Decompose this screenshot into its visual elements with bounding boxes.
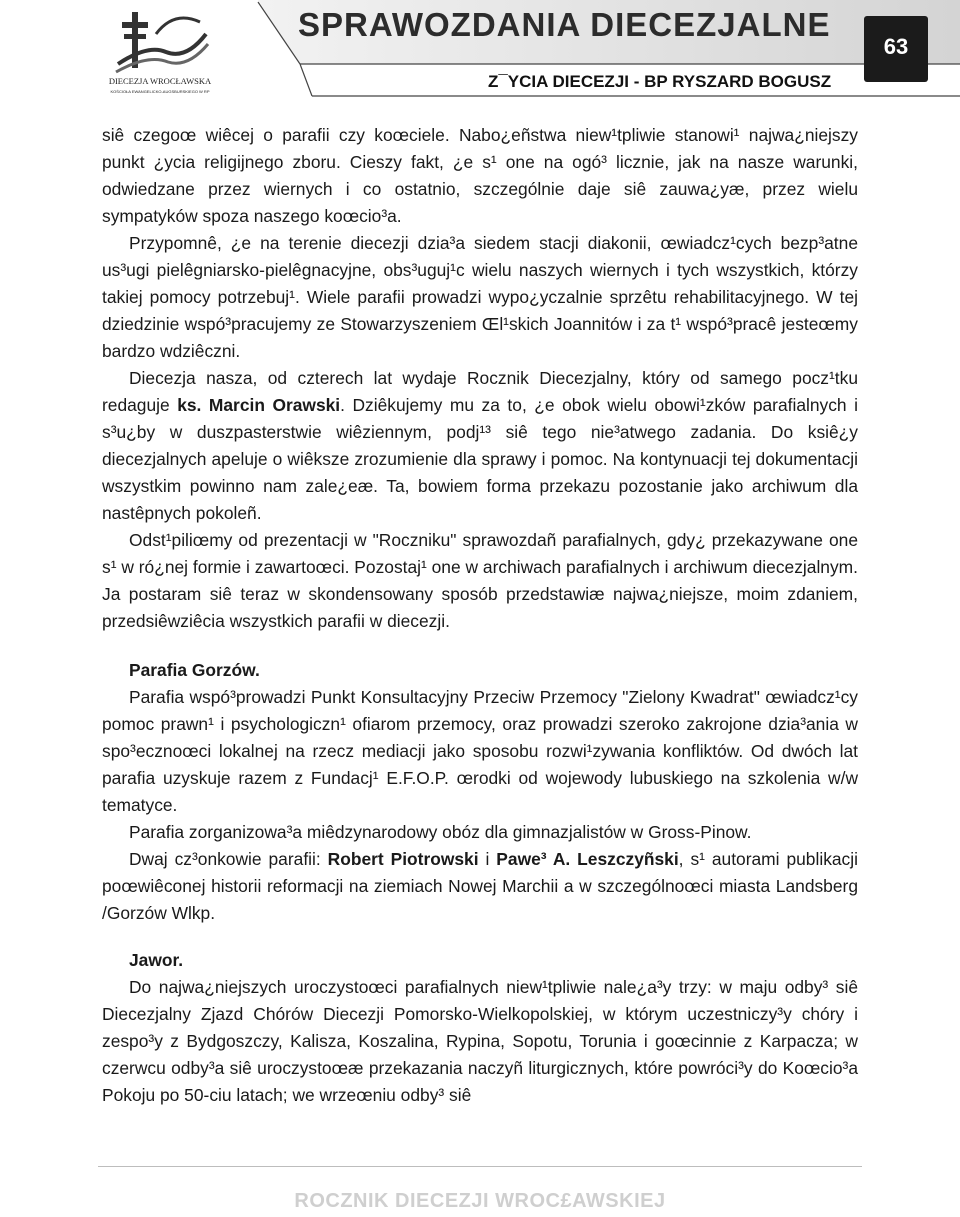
text-run: . Dziêkujemy mu za to, ¿e obok wielu obowi¹zków parafialnych i s³u¿by w duszpasterstwie wiêziennym, podj¹³ siê tego nie³atwego zadania. Do ksiê¿y diecezjalnych apeluje o wiêksze zrozumienie dla sprawy i pomoc. Na kontynuacji tej dokumentacji wszystkim powinno nam zale¿eæ. Ta, bowiem forma przekazu pozostanie jako archiwum dla nastêpnych pokoleñ.	[102, 395, 858, 523]
section-heading-gorzow: Parafia Gorzów.	[129, 660, 260, 680]
paragraph-p1	[102, 122, 858, 230]
bold-name: Robert Piotrowski	[327, 849, 479, 869]
paragraph-g1	[102, 684, 858, 819]
section-heading-jawor: Jawor.	[129, 950, 184, 970]
running-footer: ROCZNIK DIECEZJI WROC£AWSKIEJ	[294, 1190, 666, 1212]
logo-text-line2: KOŚCIOŁA EWANGELICKO-AUGSBURSKIEGO W RP	[110, 89, 210, 94]
page-number: 63	[883, 34, 909, 59]
logo-graphic	[108, 4, 212, 100]
paragraph-g2	[102, 819, 858, 846]
paragraph-p4	[102, 527, 858, 635]
section-jawor-paragraphs	[102, 974, 858, 1109]
footer-rule	[98, 1166, 862, 1167]
text-run: siê czegoœ wiêcej o parafii czy koœciele. Nabo¿eñstwa niew¹tpliwie stanowi¹ najwa¿niejszy punkt ¿ycia religijnego zboru. Cieszy fakt, ¿e s¹ one na ogó³ licznie, jak na nasze warunki, odwiedzane przez wiernych i co ostatnio, szczególnie daje siê zauwa¿yæ, przez wielu sympatyków spoza naszego koœcio³a.	[102, 125, 858, 226]
spacer	[102, 635, 858, 657]
intro-paragraphs	[102, 122, 858, 635]
paragraph-p2	[102, 230, 858, 365]
text-run: Odst¹piliœmy od prezentacji w "Roczniku" sprawozdañ parafialnych, gdy¿ przekazywane one s¹ w ró¿nej formie i zawartoœci. Pozostaj¹ one w archiwach parafialnych i archiwum diecezjalnym. Ja postaram siê teraz w skondensowany sposób przedstawiæ najwa¿niejsze, moim zdaniem, przedsiêwziêcia wszystkich parafii w diecezji.	[102, 530, 858, 631]
paragraph-j1	[102, 974, 858, 1109]
text-run: Dwaj cz³onkowie parafii:	[129, 849, 328, 869]
text-run: Parafia zorganizowa³a miêdzynarodowy obóz dla gimnazjalistów w Gross-Pinow.	[129, 822, 752, 842]
running-subtitle: Z¯YCIA DIECEZJI - BP RYSZARD BOGUSZ	[488, 72, 832, 91]
running-title: SPRAWOZDANIA DIECEZJALNE	[298, 6, 831, 43]
paragraph-g3	[102, 846, 858, 927]
section-gorzow-paragraphs	[102, 684, 858, 927]
text-run: Parafia wspó³prowadzi Punkt Konsultacyjny Przeciw Przemocy "Zielony Kwadrat" œwiadcz¹cy pomoc prawn¹ i psychologiczn¹ ofiarom przemocy, oraz prowadzi szeroko zakrojone dzia³ania w spo³ecznoœci lokalnej na rzecz mediacji jako sposobu rozwi¹zywania konfliktów. Od dwóch lat parafia uzyskuje razem z Fundacj¹ E.F.O.P. œrodki od wojewody lubuskiego na szkolenia w/w tematyce.	[102, 687, 858, 815]
text-run: , s¹ autorami publikacji poœwiêconej historii reformacji na ziemiach Nowej Marchii a w szczególnoœci miasta Landsberg /Gorzów Wlkp.	[102, 849, 858, 923]
article-body	[102, 122, 858, 1109]
bold-name: Pawe³ A. Leszczyñski	[496, 849, 679, 869]
paragraph-p3	[102, 365, 858, 527]
diocese-logo	[108, 4, 212, 100]
logo-text-line1: DIECEZJA WROCŁAWSKA	[108, 76, 212, 86]
text-run: Przypomnê, ¿e na terenie diecezji dzia³a siedem stacji diakonii, œwiadcz¹cych bezp³atne us³ugi pielêgniarsko-pielêgnacyjne, obs³uguj¹c wielu naszych wiernych i tych wszystkich, którzy takiej pomocy potrzebuj¹. Wiele parafii prowadzi wypo¿yczalnie sprzêtu rehabilitacyjnego. W tej dziedzinie wspó³pracujemy ze Stowarzyszeniem Œl¹skich Joannitów i za t¹ wspó³pracê jesteœmy bardzo wdziêczni.	[102, 233, 858, 361]
text-run: i	[478, 849, 497, 869]
text-run: Diecezja nasza, od czterech lat wydaje Rocznik Diecezjalny, który od samego pocz¹tku redaguje	[102, 368, 858, 415]
spacer	[102, 927, 858, 947]
text-run: Do najwa¿niejszych uroczystoœci parafialnych niew¹tpliwie nale¿a³y trzy: w maju odby³ siê Diecezjalny Zjazd Chórów Diecezji Pomorsko-Wielkopolskiej, w którym uczestniczy³y chóry i zespo³y z Bydgoszczy, Kalisza, Koszalina, Rypina, Sopotu, Torunia i goœcinnie z Karpacza; w czerwcu odby³a siê uroczystoœæ przekazania naczyñ liturgicznych, które powróci³y do Koœcio³a Pokoju po 50-ciu latach; we wrzeœniu odby³ siê	[102, 977, 858, 1105]
bold-name: ks. Marcin Orawski	[177, 395, 341, 415]
